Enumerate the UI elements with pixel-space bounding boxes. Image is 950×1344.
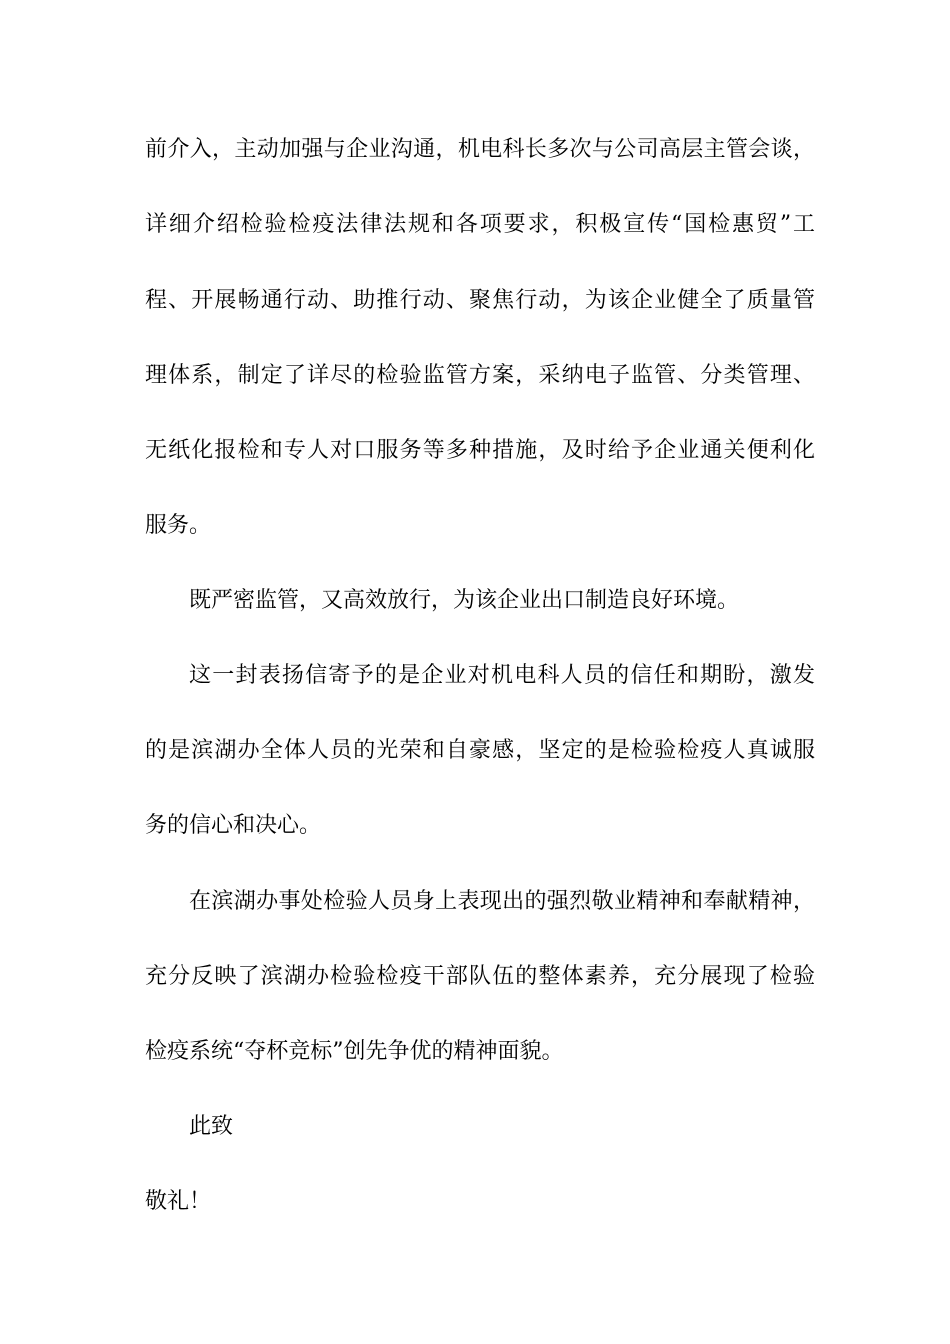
paragraph-3-line-1: 这一封表扬信寄予的是企业对机电科人员的信任和期盼，激发: [189, 663, 815, 688]
paragraph-4-line-3: 检疫系统“夺杯竞标”创先争优的精神面貌。: [145, 1039, 564, 1064]
paragraph-3-line-3: 务的信心和决心。: [145, 813, 322, 838]
paragraph-2-line-1: 既严密监管，又高效放行，为该企业出口制造良好环境。: [189, 588, 740, 613]
paragraph-1-line-2: 详细介绍检验检疫法律法规和各项要求，积极宣传“国检惠贸”工: [145, 212, 815, 237]
closing-regards: 敬礼！: [145, 1189, 212, 1214]
paragraph-1-line-6: 服务。: [145, 513, 212, 538]
paragraph-1-line-1: 前介入，主动加强与企业沟通，机电科长多次与公司高层主管会谈，: [145, 137, 815, 162]
paragraph-1-line-3: 程、开展畅通行动、助推行动、聚焦行动，为该企业健全了质量管: [145, 288, 815, 313]
paragraph-4-line-1: 在滨湖办事处检验人员身上表现出的强烈敬业精神和奉献精神，: [189, 889, 815, 914]
paragraph-3-line-2: 的是滨湖办全体人员的光荣和自豪感，坚定的是检验检疫人真诚服: [145, 738, 815, 763]
paragraph-4-line-2: 充分反映了滨湖办检验检疫干部队伍的整体素养，充分展现了检验: [145, 964, 815, 989]
paragraph-1-line-4: 理体系，制定了详尽的检验监管方案，采纳电子监管、分类管理、: [145, 363, 815, 388]
closing-salutation: 此致: [189, 1114, 234, 1139]
paragraph-1-line-5: 无纸化报检和专人对口服务等多种措施，及时给予企业通关便利化: [145, 438, 815, 463]
